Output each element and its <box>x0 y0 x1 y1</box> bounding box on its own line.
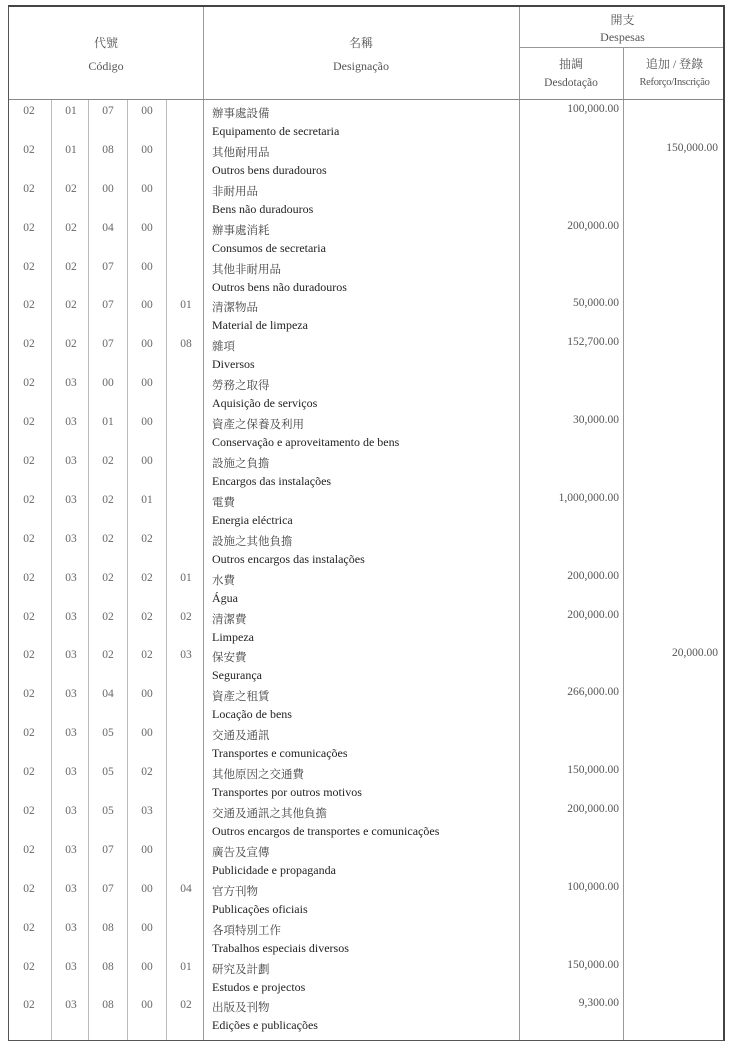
code-cell: 05 <box>102 766 114 779</box>
designation-pt: Limpeza <box>212 629 254 644</box>
code-cell: 00 <box>141 843 153 856</box>
code-cell: 03 <box>65 843 77 856</box>
code-cell: 03 <box>65 610 77 623</box>
designation-pt: Segurança <box>212 668 262 683</box>
code-cell: 03 <box>65 532 77 545</box>
code-cell: 02 <box>23 882 35 895</box>
desdotacao-value: 200,000.00 <box>567 608 619 621</box>
reforco-header-zh: 追加 / 登錄 <box>645 57 704 71</box>
code-cell: 00 <box>141 416 153 429</box>
code-cell: 04 <box>102 221 114 234</box>
code-cell: 00 <box>141 999 153 1012</box>
code-cell: 02 <box>23 805 35 818</box>
code-cell: 00 <box>141 455 153 468</box>
code-header-zh: 代號 <box>93 36 118 50</box>
code-cell: 01 <box>65 105 77 117</box>
designation-pt: Transportes e comunicações <box>212 746 348 761</box>
code-cell: 07 <box>102 843 114 856</box>
table-row <box>9 375 726 414</box>
code-cell: 02 <box>23 377 35 390</box>
code-cell: 00 <box>141 688 153 701</box>
code-cell: 03 <box>141 805 153 818</box>
designation-pt: Diversos <box>212 357 255 372</box>
code-cell: 02 <box>23 571 35 584</box>
code-cell: 03 <box>65 649 77 662</box>
table-row <box>9 959 726 998</box>
designation-zh: 勞務之取得 <box>212 380 270 393</box>
code-cell: 00 <box>141 727 153 740</box>
table-row <box>9 336 726 375</box>
table-row <box>9 142 726 181</box>
desdotacao-value: 150,000.00 <box>567 764 619 777</box>
code-cell: 02 <box>102 532 114 545</box>
desdotacao-header-pt: Desdotação <box>544 77 598 89</box>
code-cell: 00 <box>141 182 153 195</box>
designation-pt: Publicações oficiais <box>212 901 308 916</box>
desdotacao-value: 100,000.00 <box>567 880 619 893</box>
designation-zh: 資產之保養及利用 <box>212 419 304 432</box>
code-cell: 07 <box>102 882 114 895</box>
table-row <box>9 647 726 686</box>
code-cell: 03 <box>65 960 77 973</box>
code-cell: 02 <box>23 493 35 506</box>
table-row <box>9 259 726 298</box>
reforco-header-pt: Reforço/Inscrição <box>639 77 710 88</box>
name-header-zh: 名稱 <box>348 36 373 50</box>
code-cell: 01 <box>180 960 192 973</box>
code-cell: 02 <box>180 999 192 1012</box>
desdotacao-header-zh: 抽調 <box>558 57 583 71</box>
table-row <box>9 414 726 453</box>
code-cell: 05 <box>102 727 114 740</box>
designation-zh: 清潔物品 <box>212 302 258 315</box>
designation-pt: Publicidade e propaganda <box>212 862 336 877</box>
code-cell: 02 <box>180 610 192 623</box>
code-cell: 02 <box>23 338 35 351</box>
budget-table <box>8 5 725 1041</box>
code-cell: 01 <box>102 416 114 429</box>
desdotacao-value: 152,700.00 <box>567 336 619 349</box>
table-row <box>9 920 726 959</box>
desdotacao-value: 200,000.00 <box>567 803 619 816</box>
code-cell: 03 <box>65 921 77 934</box>
code-cell: 02 <box>23 610 35 623</box>
code-cell: 04 <box>180 882 192 895</box>
code-cell: 00 <box>141 221 153 234</box>
table-row <box>9 453 726 492</box>
code-cell: 03 <box>65 688 77 701</box>
desdotacao-value: 1,000,000.00 <box>558 491 619 504</box>
table-row <box>9 725 726 764</box>
designation-zh: 辦事處消耗 <box>212 224 270 237</box>
designation-zh: 其他原因之交通費 <box>212 769 304 782</box>
code-cell: 03 <box>65 882 77 895</box>
table-row <box>9 531 726 570</box>
desdotacao-value: 200,000.00 <box>567 569 619 582</box>
designation-pt: Bens não duradouros <box>212 201 314 216</box>
code-cell: 02 <box>23 105 35 117</box>
designation-zh: 雜項 <box>212 341 235 354</box>
table-row <box>9 220 726 259</box>
code-cell: 00 <box>141 105 153 117</box>
code-cell: 00 <box>141 260 153 273</box>
table-row <box>9 609 726 648</box>
reforco-value: 20,000.00 <box>672 647 718 660</box>
desdotacao-value: 100,000.00 <box>567 103 619 115</box>
designation-zh: 廣告及宣傳 <box>212 846 270 859</box>
desdotacao-value: 9,300.00 <box>578 997 619 1010</box>
designation-zh: 官方刊物 <box>212 885 258 898</box>
designation-zh: 電費 <box>212 496 235 509</box>
code-cell: 04 <box>102 688 114 701</box>
code-cell: 02 <box>65 338 77 351</box>
code-cell: 02 <box>141 766 153 779</box>
designation-pt: Consumos de secretaria <box>212 240 326 255</box>
code-cell: 03 <box>65 999 77 1012</box>
designation-zh: 資產之租賃 <box>212 691 270 704</box>
code-cell: 03 <box>65 493 77 506</box>
designation-pt: Equipamento de secretaria <box>212 124 340 138</box>
code-cell: 08 <box>102 921 114 934</box>
code-cell: 05 <box>102 805 114 818</box>
code-cell: 02 <box>23 221 35 234</box>
table-row <box>9 103 726 142</box>
code-cell: 02 <box>23 960 35 973</box>
designation-zh: 保安費 <box>212 652 247 665</box>
table-row <box>9 764 726 803</box>
code-cell: 00 <box>102 377 114 390</box>
code-cell: 08 <box>102 999 114 1012</box>
designation-pt: Trabalhos especiais diversos <box>212 940 349 955</box>
designation-pt: Outros bens não duradouros <box>212 279 347 294</box>
code-cell: 08 <box>102 143 114 156</box>
designation-pt: Água <box>212 590 238 605</box>
code-cell: 08 <box>102 960 114 973</box>
code-cell: 02 <box>23 727 35 740</box>
designation-pt: Outros encargos das instalações <box>212 551 365 566</box>
code-cell: 02 <box>102 649 114 662</box>
designation-zh: 研究及計劃 <box>212 963 270 976</box>
expenses-header-zh: 開支 <box>610 13 635 27</box>
code-cell: 07 <box>102 105 114 117</box>
code-cell: 03 <box>65 766 77 779</box>
designation-pt: Aquisição de serviços <box>212 396 318 411</box>
designation-pt: Locação de bens <box>212 707 292 722</box>
code-cell: 00 <box>141 143 153 156</box>
code-cell: 02 <box>65 260 77 273</box>
desdotacao-value: 200,000.00 <box>567 219 619 232</box>
code-header-pt: Código <box>88 59 124 73</box>
designation-zh: 其他非耐用品 <box>212 263 281 276</box>
designation-zh: 辦事處設備 <box>212 108 270 120</box>
code-cell: 02 <box>102 610 114 623</box>
code-cell: 02 <box>23 455 35 468</box>
designation-zh: 非耐用品 <box>212 185 258 198</box>
designation-pt: Material de limpeza <box>212 318 308 333</box>
code-cell: 03 <box>65 727 77 740</box>
table-row <box>9 803 726 842</box>
code-cell: 02 <box>102 571 114 584</box>
table-row <box>9 997 726 1036</box>
code-cell: 02 <box>23 921 35 934</box>
code-cell: 01 <box>65 143 77 156</box>
code-cell: 02 <box>23 143 35 156</box>
code-cell: 01 <box>141 493 153 506</box>
designation-pt: Estudos e projectos <box>212 979 306 994</box>
code-cell: 03 <box>65 805 77 818</box>
designation-pt: Outros bens duradouros <box>212 162 327 177</box>
code-cell: 03 <box>180 649 192 662</box>
code-cell: 02 <box>102 455 114 468</box>
table-row <box>9 842 726 881</box>
code-cell: 00 <box>141 377 153 390</box>
designation-pt: Energia eléctrica <box>212 512 293 527</box>
code-cell: 03 <box>65 377 77 390</box>
designation-zh: 其他耐用品 <box>212 146 270 159</box>
designation-pt: Edições e publicações <box>212 1018 318 1033</box>
code-cell: 07 <box>102 260 114 273</box>
code-cell: 08 <box>180 338 192 351</box>
code-cell: 00 <box>141 299 153 312</box>
code-cell: 02 <box>23 416 35 429</box>
code-cell: 03 <box>65 416 77 429</box>
header-divider <box>9 99 723 100</box>
table-row <box>9 881 726 920</box>
code-cell: 02 <box>65 221 77 234</box>
designation-zh: 各項特別工作 <box>212 924 281 937</box>
designation-zh: 清潔費 <box>212 613 247 626</box>
desdotacao-value: 50,000.00 <box>573 297 619 310</box>
code-cell: 02 <box>23 766 35 779</box>
expenses-header-pt: Despesas <box>600 30 645 44</box>
designation-zh: 設施之其他負擔 <box>212 535 293 548</box>
designation-pt: Encargos das instalações <box>212 474 332 489</box>
designation-pt: Conservação e aproveitamento de bens <box>212 435 400 450</box>
code-cell: 00 <box>141 338 153 351</box>
designation-pt: Transportes por outros motivos <box>212 785 362 800</box>
code-cell: 02 <box>141 649 153 662</box>
code-cell: 01 <box>180 571 192 584</box>
code-cell: 02 <box>23 532 35 545</box>
code-cell: 02 <box>102 493 114 506</box>
designation-zh: 設施之負擔 <box>212 458 270 471</box>
table-body <box>9 103 726 1036</box>
code-cell: 01 <box>180 299 192 312</box>
code-cell: 02 <box>23 688 35 701</box>
code-cell: 00 <box>141 960 153 973</box>
table-row <box>9 686 726 725</box>
table-row <box>9 492 726 531</box>
code-cell: 02 <box>141 532 153 545</box>
table-row <box>9 181 726 220</box>
code-cell: 02 <box>23 843 35 856</box>
table-row <box>9 297 726 336</box>
code-cell: 00 <box>141 882 153 895</box>
code-cell: 00 <box>141 921 153 934</box>
desdotacao-value: 30,000.00 <box>573 414 619 427</box>
desdotacao-value: 266,000.00 <box>567 686 619 699</box>
code-cell: 02 <box>23 999 35 1012</box>
designation-zh: 交通及通訊 <box>212 730 270 743</box>
code-cell: 02 <box>65 182 77 195</box>
code-cell: 02 <box>23 649 35 662</box>
code-cell: 03 <box>65 455 77 468</box>
code-cell: 07 <box>102 338 114 351</box>
name-header-pt: Designação <box>333 59 389 73</box>
code-cell: 03 <box>65 571 77 584</box>
code-cell: 00 <box>102 182 114 195</box>
designation-zh: 交通及通訊之其他負擔 <box>212 808 327 821</box>
reforco-value: 150,000.00 <box>666 141 718 154</box>
code-cell: 02 <box>141 610 153 623</box>
subheader-divider <box>519 47 723 48</box>
code-cell: 07 <box>102 299 114 312</box>
table-row <box>9 570 726 609</box>
code-cell: 02 <box>65 299 77 312</box>
designation-pt: Outros encargos de transportes e comunicações <box>212 824 440 839</box>
code-cell: 02 <box>23 182 35 195</box>
code-cell: 02 <box>23 299 35 312</box>
designation-zh: 出版及刊物 <box>212 1002 270 1015</box>
desdotacao-value: 150,000.00 <box>567 958 619 971</box>
code-cell: 02 <box>23 260 35 273</box>
code-cell: 02 <box>141 571 153 584</box>
designation-zh: 水費 <box>212 574 235 587</box>
